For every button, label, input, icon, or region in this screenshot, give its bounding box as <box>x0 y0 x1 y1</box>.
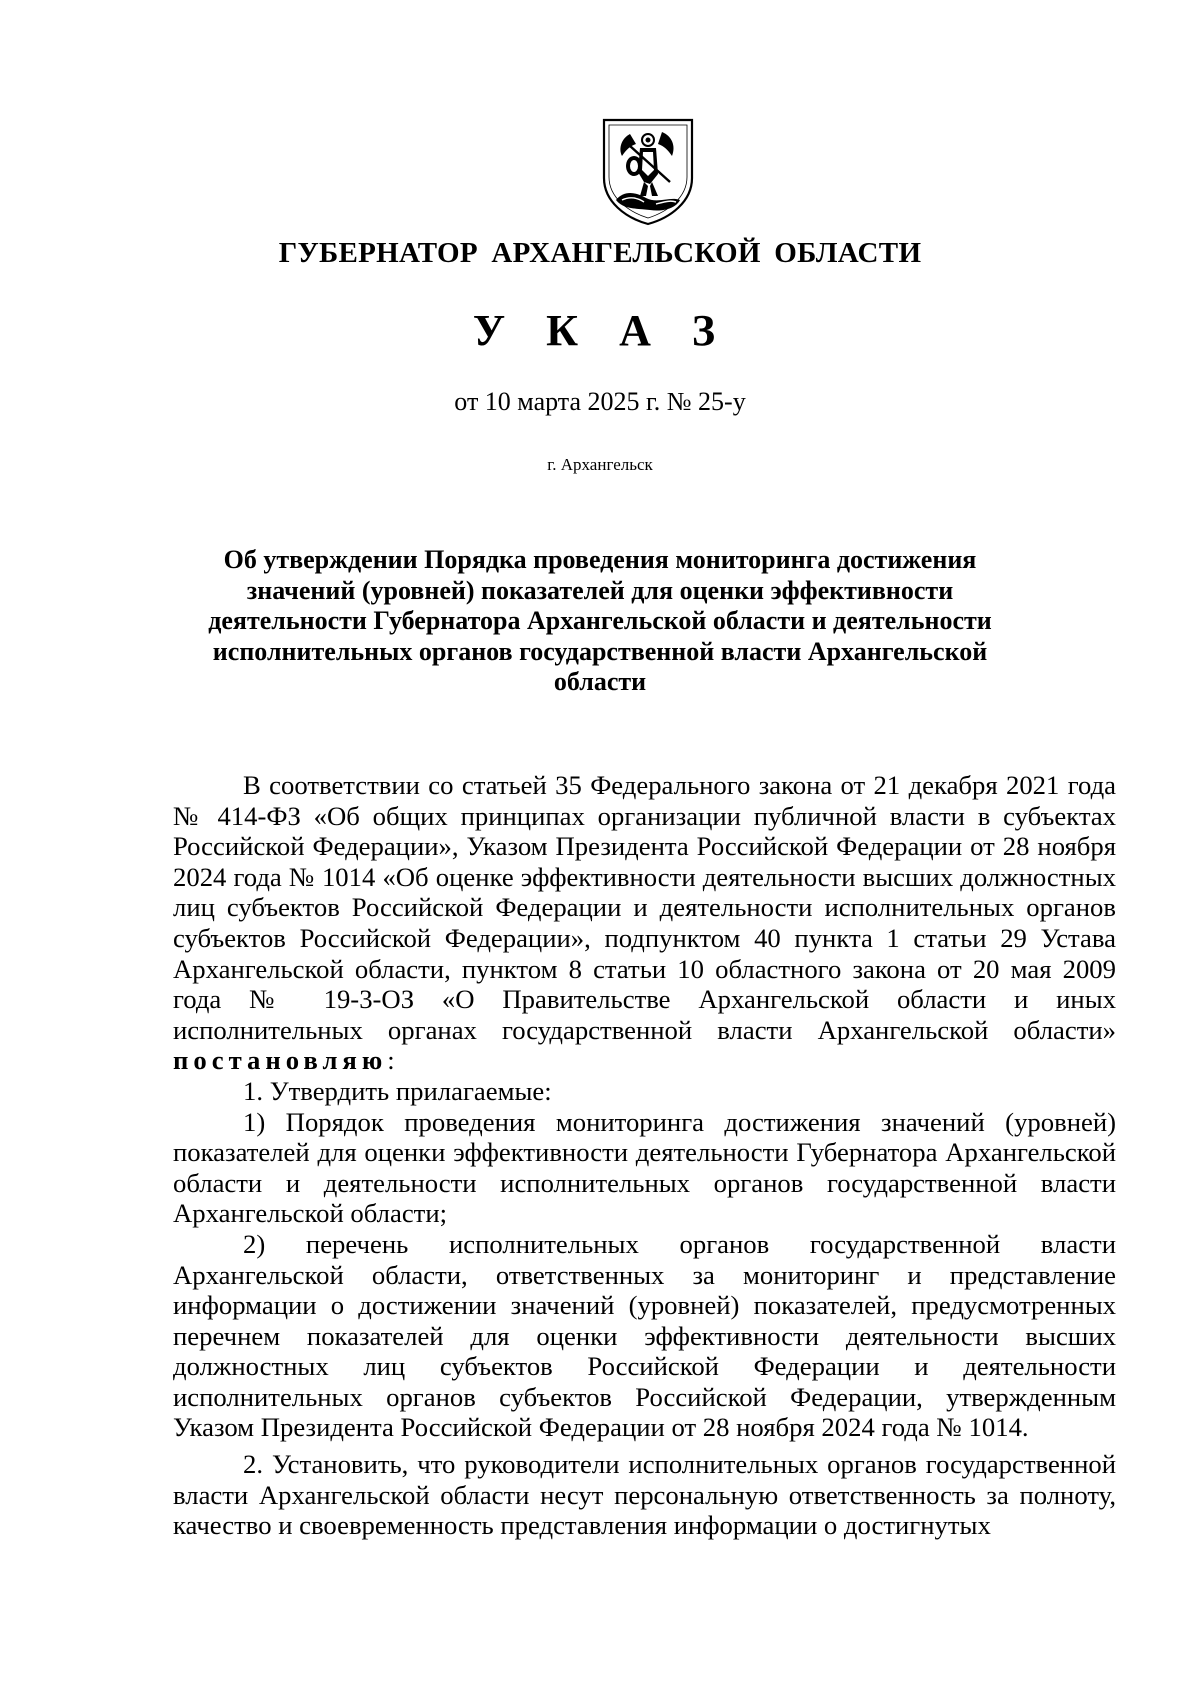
document-city: г. Архангельск <box>547 455 653 474</box>
document-type: У К А З <box>472 306 728 355</box>
issuing-authority: ГУБЕРНАТОР АРХАНГЕЛЬСКОЙ ОБЛАСТИ <box>278 237 922 269</box>
arkhangelsk-coat-of-arms-icon <box>600 116 696 226</box>
item-1-subitem-1: 1) Порядок проведения мониторинга достижения значений (уровней) показателей для оценки эффективности деятельности Губернатора Архангельской области и деятельности исполнительных органов государственной власти Архангельской области; <box>173 1106 1116 1229</box>
document-body <box>173 770 1116 1541</box>
decree-word: постановляю <box>173 1045 388 1076</box>
document-title: Об утверждении Порядка проведения мониторинга достижения значений (уровней) показателей для оценки эффективности деятельности Губернатора Архангельской области и деятельности исполнительных органов государственной власти Архангельской области <box>208 545 992 697</box>
preamble-paragraph <box>173 770 1116 1076</box>
document-date-number: от 10 марта 2025 г. № 25-у <box>454 387 746 416</box>
decree-colon: : <box>387 1045 395 1076</box>
preamble-text: В соответствии со статьей 35 Федерального закона от 21 декабря 2021 года № 414-ФЗ «Об общих принципах организации публичной власти в субъектах Российской Федерации», Указом Президента Российской Федерации от 28 ноября 2024 года № 1014 «Об оценке эффективности деятельности высших должностных лиц субъектов Российской Федерации и деятельности исполнительных органов субъектов Российской Федерации», подпунктом 40 пункта 1 статьи 29 Устава Архангельской области, пунктом 8 статьи 10 областного закона от 20 мая 2009 года № 19-3-ОЗ «О Правительстве Архангельской области и иных исполнительных органах государственной власти Архангельской области» <box>173 770 1116 1045</box>
item-1: 1. Утвердить прилагаемые: <box>243 1075 552 1106</box>
item-2: 2. Установить, что руководители исполнительных органов государственной власти Архангельской области несут персональную ответственность за полноту, качество и своевременность представления информации о достигнутых <box>173 1449 1116 1541</box>
item-1-subitem-2: 2) перечень исполнительных органов государственной власти Архангельской области, ответственных за мониторинг и представление информации о достижении значений (уровней) показателей, предусмотренных перечнем показателей для оценки эффективности деятельности высших должностных лиц субъектов Российской Федерации и деятельности исполнительных органов субъектов Российской Федерации, утвержденным Указом Президента Российской Федерации от 28 ноября 2024 года № 1014. <box>173 1228 1116 1443</box>
